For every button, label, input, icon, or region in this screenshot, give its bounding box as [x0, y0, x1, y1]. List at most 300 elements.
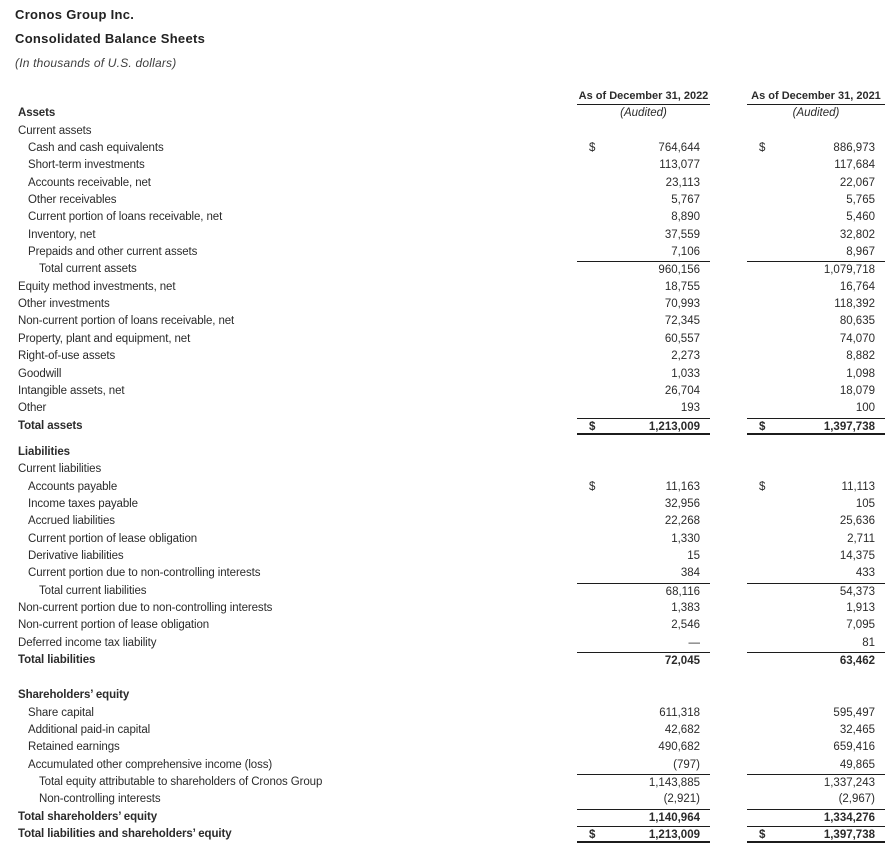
dollar-sign [747, 531, 759, 548]
column-gap [710, 261, 747, 278]
amount: 70,993 [664, 298, 700, 311]
dollar-sign: $ [589, 829, 596, 842]
amount: 5,767 [671, 194, 700, 207]
amount: 32,956 [664, 497, 700, 510]
table-row [0, 279, 885, 296]
dollar-sign [577, 279, 589, 296]
dollar-sign [747, 192, 759, 209]
column-header-2022: As of December 31, 2022 [577, 88, 710, 105]
amount: 7,095 [846, 619, 875, 632]
amount: 18,755 [664, 280, 700, 293]
audited-label-2021: (Audited) [792, 107, 840, 120]
amount: 15 [687, 549, 700, 562]
value-2021 [747, 383, 885, 400]
value-2022 [577, 722, 710, 739]
dollar-sign [747, 739, 759, 756]
value-2022 [577, 383, 710, 400]
value-2022 [577, 791, 710, 808]
amount: 2,711 [847, 532, 875, 545]
dollar-sign [747, 810, 759, 826]
amount: 611,318 [659, 706, 700, 719]
row-label: Cash and cash equivalents [28, 142, 164, 155]
amount: 1,397,738 [823, 420, 875, 433]
amount: 5,460 [846, 211, 875, 224]
section-spacer [0, 435, 885, 444]
amount: 8,882 [846, 350, 875, 363]
dollar-sign [577, 810, 589, 826]
amount: 1,337,243 [823, 777, 875, 790]
table-row [0, 227, 885, 244]
dollar-sign [577, 175, 589, 192]
amount: 8,967 [846, 246, 875, 259]
dollar-sign [577, 348, 589, 365]
value-2022 [577, 157, 710, 174]
column-gap [710, 809, 747, 826]
table-row [0, 244, 885, 261]
column-header-row [0, 88, 885, 105]
dollar-sign [747, 313, 759, 330]
dollar-sign [577, 739, 589, 756]
value-2021 [747, 175, 885, 192]
balance-sheet-table [0, 88, 885, 843]
amount: 764,644 [658, 142, 700, 155]
dollar-sign [747, 513, 759, 530]
value-2021 [747, 261, 885, 278]
amount: 81 [862, 636, 875, 649]
amount: 37,559 [664, 228, 700, 241]
column-gap [710, 227, 747, 244]
dollar-sign [577, 775, 589, 791]
amount: 80,635 [839, 315, 875, 328]
dollar-sign [577, 653, 589, 669]
column-gap [710, 687, 747, 704]
table-row [0, 739, 885, 756]
dollar-sign [577, 531, 589, 548]
column-gap [710, 757, 747, 774]
amount: 113,077 [659, 159, 700, 172]
value-2022 [577, 687, 710, 704]
value-2021 [747, 826, 885, 843]
dollar-sign [577, 565, 589, 582]
table-row [0, 791, 885, 808]
amount: 5,765 [846, 194, 875, 207]
row-label: Total equity attributable to shareholders of Cronos Group [39, 776, 323, 789]
value-2022 [577, 757, 710, 774]
table-row [0, 548, 885, 565]
amount: 18,079 [839, 384, 875, 397]
value-2021 [747, 757, 885, 774]
amount: 960,156 [658, 264, 700, 277]
column-gap [710, 652, 747, 669]
dollar-sign [577, 383, 589, 400]
dollar-sign [747, 123, 759, 140]
table-row [0, 531, 885, 548]
amount [875, 687, 885, 704]
value-2021 [747, 227, 885, 244]
column-gap [710, 175, 747, 192]
dollar-sign [577, 722, 589, 739]
row-label: Other investments [18, 298, 110, 311]
amount: 118,392 [834, 298, 875, 311]
dollar-sign: $ [759, 420, 766, 433]
section-label: Total liabilities and shareholders’ equity [18, 828, 232, 841]
value-2022 [577, 461, 710, 478]
dollar-sign [747, 157, 759, 174]
value-2022 [577, 244, 710, 261]
table-row [0, 209, 885, 226]
table-row [0, 722, 885, 739]
value-2022 [577, 140, 710, 157]
dollar-sign [577, 244, 589, 261]
amount: (2,967) [838, 793, 875, 806]
value-2021 [747, 809, 885, 826]
audited-label-2022: (Audited) [620, 107, 667, 120]
amount: 68,116 [665, 585, 700, 598]
amount [875, 123, 885, 140]
column-gap [710, 157, 747, 174]
value-2021 [747, 705, 885, 722]
dollar-sign [577, 123, 589, 140]
value-2022 [577, 652, 710, 669]
value-2021 [747, 418, 885, 435]
dollar-sign: $ [759, 480, 766, 493]
value-2021 [747, 331, 885, 348]
amount: 117,684 [834, 159, 875, 172]
column-gap [710, 774, 747, 791]
column-gap [710, 418, 747, 435]
dollar-sign [747, 600, 759, 617]
dollar-sign [747, 565, 759, 582]
value-2022 [577, 444, 710, 461]
value-2022 [577, 826, 710, 843]
value-2022 [577, 809, 710, 826]
dollar-sign [577, 513, 589, 530]
dollar-sign [747, 461, 759, 478]
value-2021 [747, 209, 885, 226]
value-2022 [577, 600, 710, 617]
amount [700, 123, 710, 140]
dollar-sign: $ [759, 829, 766, 842]
amount: 1,383 [671, 601, 700, 614]
amount: 100 [855, 402, 875, 415]
dollar-sign [747, 791, 759, 808]
column-gap [710, 244, 747, 261]
dollar-sign [747, 279, 759, 296]
amount: 72,345 [664, 315, 700, 328]
dollar-sign [577, 461, 589, 478]
column-gap [710, 826, 747, 843]
amount [875, 461, 885, 478]
row-label: Derivative liabilities [28, 549, 124, 562]
dollar-sign [577, 687, 589, 704]
column-gap [710, 461, 747, 478]
table-row [0, 461, 885, 478]
value-2021 [747, 279, 885, 296]
value-2021 [747, 157, 885, 174]
column-gap [710, 331, 747, 348]
amount: 16,764 [839, 280, 875, 293]
dollar-sign [747, 348, 759, 365]
value-2021 [747, 548, 885, 565]
column-gap [710, 444, 747, 461]
dollar-sign [747, 209, 759, 226]
value-2021 [747, 583, 885, 600]
section-label: Total liabilities [18, 654, 96, 666]
amount [875, 444, 885, 461]
value-2021 [747, 140, 885, 157]
value-2021 [747, 722, 885, 739]
amount: 490,682 [658, 741, 700, 754]
column-gap [710, 209, 747, 226]
amount: 384 [680, 567, 700, 580]
value-2022 [577, 705, 710, 722]
row-label: Other [18, 402, 47, 415]
amount: 2,273 [671, 350, 700, 363]
dollar-sign [747, 400, 759, 417]
row-label: Current portion of lease obligation [28, 532, 198, 545]
row-label: Additional paid-in capital [28, 724, 151, 737]
column-gap [710, 496, 747, 513]
amount: 11,113 [841, 480, 875, 493]
row-label: Other receivables [28, 194, 117, 207]
value-2022 [577, 400, 710, 417]
row-label: Inventory, net [28, 228, 96, 241]
dollar-sign [747, 705, 759, 722]
value-2022 [577, 513, 710, 530]
dollar-sign [747, 775, 759, 791]
table-row [0, 687, 885, 704]
dollar-sign [577, 192, 589, 209]
amount: 42,682 [664, 724, 700, 737]
dollar-sign [577, 262, 589, 278]
value-2022 [577, 479, 710, 496]
value-2021 [747, 313, 885, 330]
row-label [0, 88, 577, 105]
row-label: Equity method investments, net [18, 280, 176, 293]
value-2022 [577, 496, 710, 513]
row-label: Short-term investments [28, 159, 145, 172]
amount: 659,416 [833, 741, 875, 754]
row-label: Accumulated other comprehensive income (loss) [28, 758, 273, 771]
row-label: Share capital [28, 706, 94, 719]
value-2022 [577, 617, 710, 634]
dollar-sign [747, 227, 759, 244]
dollar-sign [747, 635, 759, 652]
column-gap [710, 366, 747, 383]
amount: 193 [680, 402, 700, 415]
value-2022 [577, 739, 710, 756]
company-name: Cronos Group Inc. [15, 7, 135, 22]
amount: 1,140,964 [648, 811, 700, 824]
value-2021 [747, 687, 885, 704]
row-label: Prepaids and other current assets [28, 246, 198, 259]
value-2021 [747, 296, 885, 313]
value-2021 [747, 244, 885, 261]
value-2022 [577, 635, 710, 652]
column-gap [710, 635, 747, 652]
dollar-sign [577, 600, 589, 617]
amount: 60,557 [664, 332, 700, 345]
amount: 8,890 [671, 211, 700, 224]
table-row [0, 123, 885, 140]
section-label: Shareholders’ equity [18, 689, 130, 702]
amount: 1,397,738 [823, 829, 875, 842]
dollar-sign: $ [589, 142, 596, 155]
amount: 23,113 [665, 176, 700, 189]
value-2022 [577, 209, 710, 226]
value-2022 [577, 531, 710, 548]
row-label: Non-current portion due to non-controlling interests [18, 601, 273, 614]
dollar-sign [747, 366, 759, 383]
dollar-sign: $ [759, 142, 766, 155]
dollar-sign [747, 548, 759, 565]
dollar-sign [577, 444, 589, 461]
value-2021 [747, 123, 885, 140]
table-row [0, 192, 885, 209]
column-gap [710, 192, 747, 209]
table-row [0, 635, 885, 652]
value-2021 [747, 496, 885, 513]
dollar-sign [747, 296, 759, 313]
value-2022 [577, 418, 710, 435]
dollar-sign: $ [589, 420, 596, 433]
amount: 433 [855, 567, 875, 580]
section-label: Assets [18, 107, 56, 120]
amount: 26,704 [664, 384, 700, 397]
column-header-2021: As of December 31, 2021 [747, 88, 885, 105]
row-label: Non-current portion of loans receivable, net [18, 315, 235, 328]
dollar-sign [747, 757, 759, 774]
table-row [0, 565, 885, 582]
column-gap [710, 348, 747, 365]
table-row [0, 705, 885, 722]
amount: 49,865 [839, 758, 875, 771]
table-row [0, 600, 885, 617]
amount [700, 444, 710, 461]
dollar-sign [577, 366, 589, 383]
table-row [0, 444, 885, 461]
column-gap [710, 583, 747, 600]
amount: 1,143,885 [648, 777, 700, 790]
amount: 54,373 [839, 585, 875, 598]
column-gap [710, 791, 747, 808]
amount: — [688, 636, 700, 649]
table-row [0, 261, 885, 278]
table-row [0, 418, 885, 435]
value-2021 [747, 461, 885, 478]
row-label: Property, plant and equipment, net [18, 332, 191, 345]
table-row [0, 140, 885, 157]
table-row [0, 652, 885, 669]
column-gap [710, 279, 747, 296]
amount: 1,079,718 [823, 264, 875, 277]
dollar-sign [747, 444, 759, 461]
dollar-sign [747, 722, 759, 739]
section-label: Liabilities [18, 445, 70, 458]
value-2022 [577, 227, 710, 244]
dollar-sign [747, 244, 759, 261]
amount: 63,462 [839, 655, 875, 667]
section-label: Total assets [18, 419, 83, 432]
table-row [0, 348, 885, 365]
amount: 1,213,009 [648, 420, 700, 433]
table-row [0, 617, 885, 634]
amount [700, 687, 710, 704]
row-label: Deferred income tax liability [18, 636, 157, 649]
amount: 595,497 [833, 706, 875, 719]
value-2021 [747, 444, 885, 461]
value-2021 [747, 600, 885, 617]
amount: 32,802 [839, 228, 875, 241]
dollar-sign [577, 331, 589, 348]
value-2021 [747, 635, 885, 652]
value-2021 [747, 617, 885, 634]
value-2021 [747, 192, 885, 209]
value-2022 [577, 123, 710, 140]
table-row [0, 583, 885, 600]
column-gap [710, 140, 747, 157]
dollar-sign [747, 175, 759, 192]
amount: 7,106 [671, 246, 700, 259]
column-gap [710, 296, 747, 313]
dollar-sign [577, 791, 589, 808]
table-row [0, 383, 885, 400]
row-label: Retained earnings [28, 741, 120, 754]
value-2021 [747, 348, 885, 365]
dollar-sign [577, 157, 589, 174]
value-2021 [747, 531, 885, 548]
row-label: Right-of-use assets [18, 350, 116, 363]
column-gap [710, 313, 747, 330]
value-2022 [577, 366, 710, 383]
row-label: Current assets [18, 124, 92, 137]
column-gap [710, 739, 747, 756]
table-row [0, 175, 885, 192]
column-gap [710, 722, 747, 739]
amount: 14,375 [839, 549, 875, 562]
column-gap [710, 105, 747, 122]
value-2021 [747, 774, 885, 791]
row-label: Income taxes payable [28, 497, 138, 510]
value-2021 [747, 400, 885, 417]
column-gap [710, 513, 747, 530]
dollar-sign [747, 617, 759, 634]
amount: 1,213,009 [648, 829, 700, 842]
value-2021 [747, 652, 885, 669]
dollar-sign [747, 331, 759, 348]
dollar-sign [577, 617, 589, 634]
table-row [0, 366, 885, 383]
amount: (797) [673, 758, 700, 771]
amount: 74,070 [839, 332, 875, 345]
value-2022 [577, 331, 710, 348]
column-gap [710, 479, 747, 496]
amount: 1,330 [671, 532, 700, 545]
column-gap [710, 88, 747, 105]
amount: 25,636 [839, 515, 875, 528]
amount: 22,268 [664, 515, 700, 528]
amount: 72,045 [664, 655, 700, 667]
table-row [0, 331, 885, 348]
value-2022 [577, 583, 710, 600]
dollar-sign [577, 209, 589, 226]
amount: 1,913 [846, 601, 875, 614]
value-2022 [577, 296, 710, 313]
amount: 1,098 [846, 367, 875, 380]
row-label: Accrued liabilities [28, 515, 115, 528]
column-gap [710, 531, 747, 548]
column-gap [710, 123, 747, 140]
